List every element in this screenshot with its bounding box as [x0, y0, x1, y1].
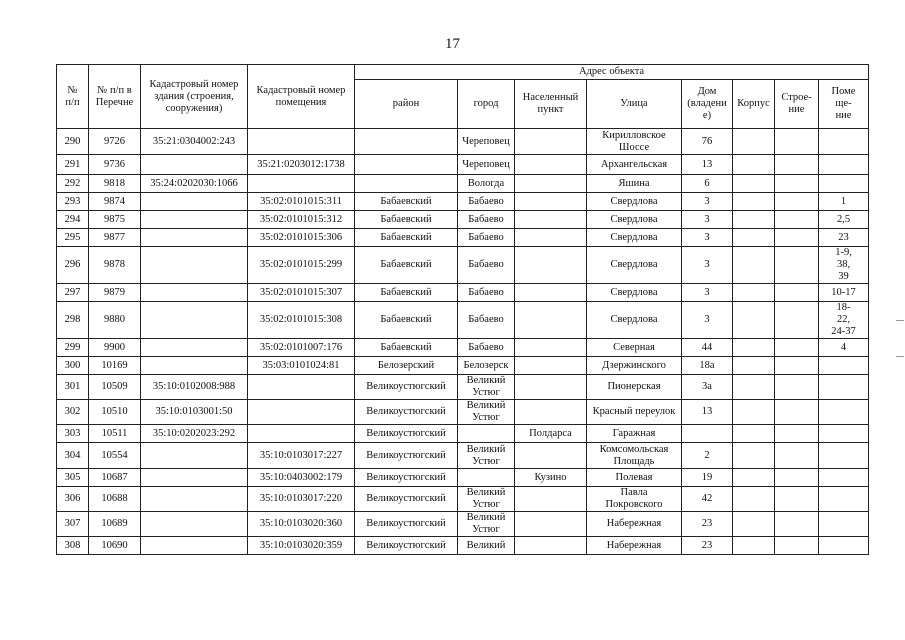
cell-structure: [775, 357, 819, 375]
cell-street: Северная: [587, 339, 682, 357]
cell-room-cadastral: 35:02:0101015:308: [248, 302, 355, 339]
cell-room: [819, 469, 869, 487]
cell-building-cadastral: [141, 229, 248, 247]
cell-building-cadastral: [141, 469, 248, 487]
cell-settlement: [515, 302, 587, 339]
cell-room-cadastral: 35:02:0101007:176: [248, 339, 355, 357]
cell-city: Великий Устюг: [458, 400, 515, 425]
table-row: [57, 537, 869, 555]
cell-structure: [775, 487, 819, 512]
cell-structure: [775, 175, 819, 193]
cell-room: 18- 22, 24-37: [819, 302, 869, 339]
cell-building-cadastral: [141, 284, 248, 302]
cell-room-cadastral: 35:02:0101015:311: [248, 193, 355, 211]
cell-row-num: 303: [57, 425, 89, 443]
table-row: [57, 375, 869, 400]
header-district: район: [355, 80, 458, 129]
cell-list-num: 10554: [89, 443, 141, 469]
cell-corpus: [733, 247, 775, 284]
page-number: 17: [445, 36, 460, 52]
cell-settlement: [515, 339, 587, 357]
header-structure: Строе- ние: [775, 80, 819, 129]
cell-list-num: 9818: [89, 175, 141, 193]
cell-room: 1-9, 38, 39: [819, 247, 869, 284]
cell-room: 4: [819, 339, 869, 357]
cell-corpus: [733, 512, 775, 537]
cell-house: [682, 425, 733, 443]
cell-district: [355, 129, 458, 155]
cell-district: Великоустюгский: [355, 375, 458, 400]
cell-district: Бабаевский: [355, 247, 458, 284]
cell-street: Свердлова: [587, 211, 682, 229]
cell-settlement: [515, 211, 587, 229]
cell-corpus: [733, 537, 775, 555]
cell-building-cadastral: [141, 247, 248, 284]
cell-room: [819, 443, 869, 469]
cell-house: 44: [682, 339, 733, 357]
cell-house: 19: [682, 469, 733, 487]
cell-building-cadastral: [141, 487, 248, 512]
cell-district: Великоустюгский: [355, 469, 458, 487]
cell-list-num: 10509: [89, 375, 141, 400]
cell-corpus: [733, 211, 775, 229]
cell-settlement: Кузино: [515, 469, 587, 487]
cell-corpus: [733, 302, 775, 339]
header-house: Дом (владени е): [682, 80, 733, 129]
cell-row-num: 306: [57, 487, 89, 512]
cell-row-num: 290: [57, 129, 89, 155]
cell-street: Набережная: [587, 537, 682, 555]
cell-settlement: [515, 247, 587, 284]
table-row: [57, 247, 869, 284]
cell-house: 42: [682, 487, 733, 512]
cell-house: 3: [682, 229, 733, 247]
cell-district: Великоустюгский: [355, 512, 458, 537]
table-row: [57, 129, 869, 155]
cell-building-cadastral: [141, 537, 248, 555]
cell-district: Бабаевский: [355, 302, 458, 339]
cell-corpus: [733, 155, 775, 175]
cell-row-num: 305: [57, 469, 89, 487]
header-list-num: № п/п в Перечне: [89, 65, 141, 129]
cell-settlement: Полдарса: [515, 425, 587, 443]
cell-structure: [775, 512, 819, 537]
cell-corpus: [733, 375, 775, 400]
cell-city: Вологда: [458, 175, 515, 193]
cell-row-num: 296: [57, 247, 89, 284]
cell-city: Бабаево: [458, 284, 515, 302]
cell-structure: [775, 229, 819, 247]
cell-room-cadastral: 35:10:0103020:359: [248, 537, 355, 555]
cell-settlement: [515, 400, 587, 425]
cell-row-num: 293: [57, 193, 89, 211]
cell-building-cadastral: [141, 443, 248, 469]
cell-row-num: 304: [57, 443, 89, 469]
cell-street: Набережная: [587, 512, 682, 537]
table-row: [57, 284, 869, 302]
cell-street: Архангельская: [587, 155, 682, 175]
cell-city: Бабаево: [458, 339, 515, 357]
cell-corpus: [733, 487, 775, 512]
cell-list-num: 10687: [89, 469, 141, 487]
cell-house: 23: [682, 537, 733, 555]
registry-table: [56, 64, 869, 555]
cell-structure: [775, 284, 819, 302]
header-settlement: Населенный пункт: [515, 80, 587, 129]
cell-building-cadastral: [141, 512, 248, 537]
cell-row-num: 298: [57, 302, 89, 339]
cell-street: Кирилловское Шоссе: [587, 129, 682, 155]
cell-district: Бабаевский: [355, 211, 458, 229]
cell-structure: [775, 339, 819, 357]
cell-room-cadastral: [248, 129, 355, 155]
cell-street: Свердлова: [587, 229, 682, 247]
cell-list-num: 9877: [89, 229, 141, 247]
table-body: [57, 129, 869, 555]
cell-street: Красный переулок: [587, 400, 682, 425]
cell-city: Бабаево: [458, 211, 515, 229]
cell-corpus: [733, 469, 775, 487]
table-row: [57, 357, 869, 375]
cell-structure: [775, 400, 819, 425]
cell-house: 18а: [682, 357, 733, 375]
cell-list-num: 9879: [89, 284, 141, 302]
cell-district: Великоустюгский: [355, 487, 458, 512]
table-row: [57, 512, 869, 537]
table-row: [57, 469, 869, 487]
cell-settlement: [515, 487, 587, 512]
cell-room: [819, 357, 869, 375]
cell-room: [819, 375, 869, 400]
header-room-cadastral: Кадастровый номер помещения: [248, 65, 355, 129]
cell-settlement: [515, 512, 587, 537]
cell-house: 3а: [682, 375, 733, 400]
cell-structure: [775, 443, 819, 469]
cell-settlement: [515, 284, 587, 302]
cell-row-num: 294: [57, 211, 89, 229]
header-address-group: Адрес объекта: [355, 65, 869, 80]
cell-list-num: 9880: [89, 302, 141, 339]
cell-structure: [775, 193, 819, 211]
cell-list-num: 10511: [89, 425, 141, 443]
cell-house: 3: [682, 284, 733, 302]
header-num: № п/п: [57, 65, 89, 129]
cell-settlement: [515, 229, 587, 247]
cell-house: 2: [682, 443, 733, 469]
cell-room: [819, 537, 869, 555]
cell-street: Комсомольская Площадь: [587, 443, 682, 469]
table-row: [57, 211, 869, 229]
cell-room-cadastral: 35:21:0203012:1738: [248, 155, 355, 175]
cell-room: 10-17: [819, 284, 869, 302]
cell-room-cadastral: 35:10:0403002:179: [248, 469, 355, 487]
cell-building-cadastral: 35:24:0202030:1066: [141, 175, 248, 193]
cell-corpus: [733, 129, 775, 155]
cell-street: Дзержинского: [587, 357, 682, 375]
cell-room-cadastral: 35:02:0101015:306: [248, 229, 355, 247]
cell-settlement: [515, 537, 587, 555]
table-row: [57, 175, 869, 193]
cell-corpus: [733, 229, 775, 247]
cell-district: [355, 155, 458, 175]
cell-city: Белозерск: [458, 357, 515, 375]
table-row: [57, 229, 869, 247]
cell-row-num: 295: [57, 229, 89, 247]
cell-corpus: [733, 357, 775, 375]
cell-structure: [775, 302, 819, 339]
table-row: [57, 193, 869, 211]
cell-city: Великий Устюг: [458, 375, 515, 400]
table-row: [57, 400, 869, 425]
cell-building-cadastral: [141, 155, 248, 175]
cell-corpus: [733, 400, 775, 425]
cell-room: [819, 425, 869, 443]
cell-building-cadastral: [141, 193, 248, 211]
cell-house: 3: [682, 247, 733, 284]
cell-settlement: [515, 193, 587, 211]
cell-structure: [775, 537, 819, 555]
cell-street: Павла Покровского: [587, 487, 682, 512]
cell-district: Бабаевский: [355, 229, 458, 247]
cell-corpus: [733, 193, 775, 211]
cell-room: 1: [819, 193, 869, 211]
cell-building-cadastral: 35:10:0102008:988: [141, 375, 248, 400]
cell-building-cadastral: 35:21:0304002:243: [141, 129, 248, 155]
cell-city: Бабаево: [458, 302, 515, 339]
cell-structure: [775, 155, 819, 175]
cell-list-num: 10689: [89, 512, 141, 537]
cell-room-cadastral: 35:03:0101024:81: [248, 357, 355, 375]
cell-row-num: 302: [57, 400, 89, 425]
cell-list-num: 9736: [89, 155, 141, 175]
cell-room-cadastral: 35:10:0103020:360: [248, 512, 355, 537]
cell-row-num: 297: [57, 284, 89, 302]
cell-district: Великоустюгский: [355, 537, 458, 555]
cell-corpus: [733, 339, 775, 357]
cell-street: Полевая: [587, 469, 682, 487]
cell-building-cadastral: [141, 357, 248, 375]
cell-settlement: [515, 175, 587, 193]
header-corpus: Корпус: [733, 80, 775, 129]
cell-room-cadastral: 35:02:0101015:312: [248, 211, 355, 229]
cell-settlement: [515, 129, 587, 155]
cell-city: Великий Устюг: [458, 512, 515, 537]
cell-house: 13: [682, 155, 733, 175]
cell-room-cadastral: 35:10:0103017:220: [248, 487, 355, 512]
header-street: Улица: [587, 80, 682, 129]
cell-room-cadastral: [248, 175, 355, 193]
cell-settlement: [515, 155, 587, 175]
cell-city: Бабаево: [458, 193, 515, 211]
cell-city: Великий Устюг: [458, 487, 515, 512]
cell-room-cadastral: [248, 375, 355, 400]
cell-city: Бабаево: [458, 229, 515, 247]
table-row: [57, 443, 869, 469]
cell-street: Свердлова: [587, 302, 682, 339]
cell-room-cadastral: [248, 425, 355, 443]
cell-corpus: [733, 284, 775, 302]
cell-row-num: 292: [57, 175, 89, 193]
cell-city: Бабаево: [458, 247, 515, 284]
cell-city: Череповец: [458, 155, 515, 175]
cell-corpus: [733, 443, 775, 469]
cell-street: Пионерская: [587, 375, 682, 400]
cell-row-num: 308: [57, 537, 89, 555]
cell-building-cadastral: 35:10:0202023:292: [141, 425, 248, 443]
cell-room: [819, 512, 869, 537]
cell-city: Великий: [458, 537, 515, 555]
cell-list-num: 10169: [89, 357, 141, 375]
cell-district: [355, 175, 458, 193]
header-building-cadastral: Кадастровый номер здания (строения, сооружения): [141, 65, 248, 129]
cell-district: Белозерский: [355, 357, 458, 375]
cell-list-num: 9900: [89, 339, 141, 357]
cell-city: [458, 425, 515, 443]
cell-row-num: 301: [57, 375, 89, 400]
cell-room-cadastral: 35:02:0101015:307: [248, 284, 355, 302]
table-row: [57, 302, 869, 339]
cell-district: Бабаевский: [355, 193, 458, 211]
cell-row-num: 300: [57, 357, 89, 375]
cell-structure: [775, 247, 819, 284]
cell-list-num: 9875: [89, 211, 141, 229]
header-room: Поме ще- ние: [819, 80, 869, 129]
cell-house: 3: [682, 193, 733, 211]
table-row: [57, 425, 869, 443]
cell-street: Свердлова: [587, 193, 682, 211]
cell-district: Великоустюгский: [355, 443, 458, 469]
cell-building-cadastral: [141, 302, 248, 339]
cell-list-num: 9874: [89, 193, 141, 211]
cell-room: 2,5: [819, 211, 869, 229]
cell-room: [819, 400, 869, 425]
cell-city: Череповец: [458, 129, 515, 155]
cell-house: 6: [682, 175, 733, 193]
cell-room: [819, 487, 869, 512]
cell-house: 76: [682, 129, 733, 155]
cell-structure: [775, 425, 819, 443]
cell-room-cadastral: 35:02:0101015:299: [248, 247, 355, 284]
cell-street: Свердлова: [587, 284, 682, 302]
cell-structure: [775, 469, 819, 487]
cell-district: Великоустюгский: [355, 425, 458, 443]
cell-room-cadastral: 35:10:0103017:227: [248, 443, 355, 469]
cell-structure: [775, 211, 819, 229]
cell-city: [458, 469, 515, 487]
cell-structure: [775, 375, 819, 400]
header-city: город: [458, 80, 515, 129]
cell-district: Бабаевский: [355, 284, 458, 302]
cell-house: 23: [682, 512, 733, 537]
margin-mark: [896, 320, 904, 321]
cell-settlement: [515, 375, 587, 400]
cell-corpus: [733, 425, 775, 443]
table-row: [57, 155, 869, 175]
cell-room: [819, 155, 869, 175]
cell-corpus: [733, 175, 775, 193]
cell-room-cadastral: [248, 400, 355, 425]
cell-house: 13: [682, 400, 733, 425]
cell-building-cadastral: [141, 211, 248, 229]
cell-street: Свердлова: [587, 247, 682, 284]
cell-settlement: [515, 357, 587, 375]
cell-district: Бабаевский: [355, 339, 458, 357]
cell-room: [819, 175, 869, 193]
cell-row-num: 299: [57, 339, 89, 357]
cell-settlement: [515, 443, 587, 469]
cell-list-num: 10688: [89, 487, 141, 512]
cell-city: Великий Устюг: [458, 443, 515, 469]
cell-structure: [775, 129, 819, 155]
cell-row-num: 291: [57, 155, 89, 175]
cell-building-cadastral: [141, 339, 248, 357]
cell-list-num: 9726: [89, 129, 141, 155]
cell-building-cadastral: 35:10:0103001:50: [141, 400, 248, 425]
margin-mark: [896, 356, 904, 357]
cell-room: [819, 129, 869, 155]
cell-room: 23: [819, 229, 869, 247]
table-row: [57, 339, 869, 357]
cell-house: 3: [682, 302, 733, 339]
cell-district: Великоустюгский: [355, 400, 458, 425]
cell-row-num: 307: [57, 512, 89, 537]
cell-house: 3: [682, 211, 733, 229]
cell-list-num: 9878: [89, 247, 141, 284]
table-row: [57, 487, 869, 512]
cell-street: Яшина: [587, 175, 682, 193]
cell-list-num: 10510: [89, 400, 141, 425]
cell-street: Гаражная: [587, 425, 682, 443]
cell-list-num: 10690: [89, 537, 141, 555]
